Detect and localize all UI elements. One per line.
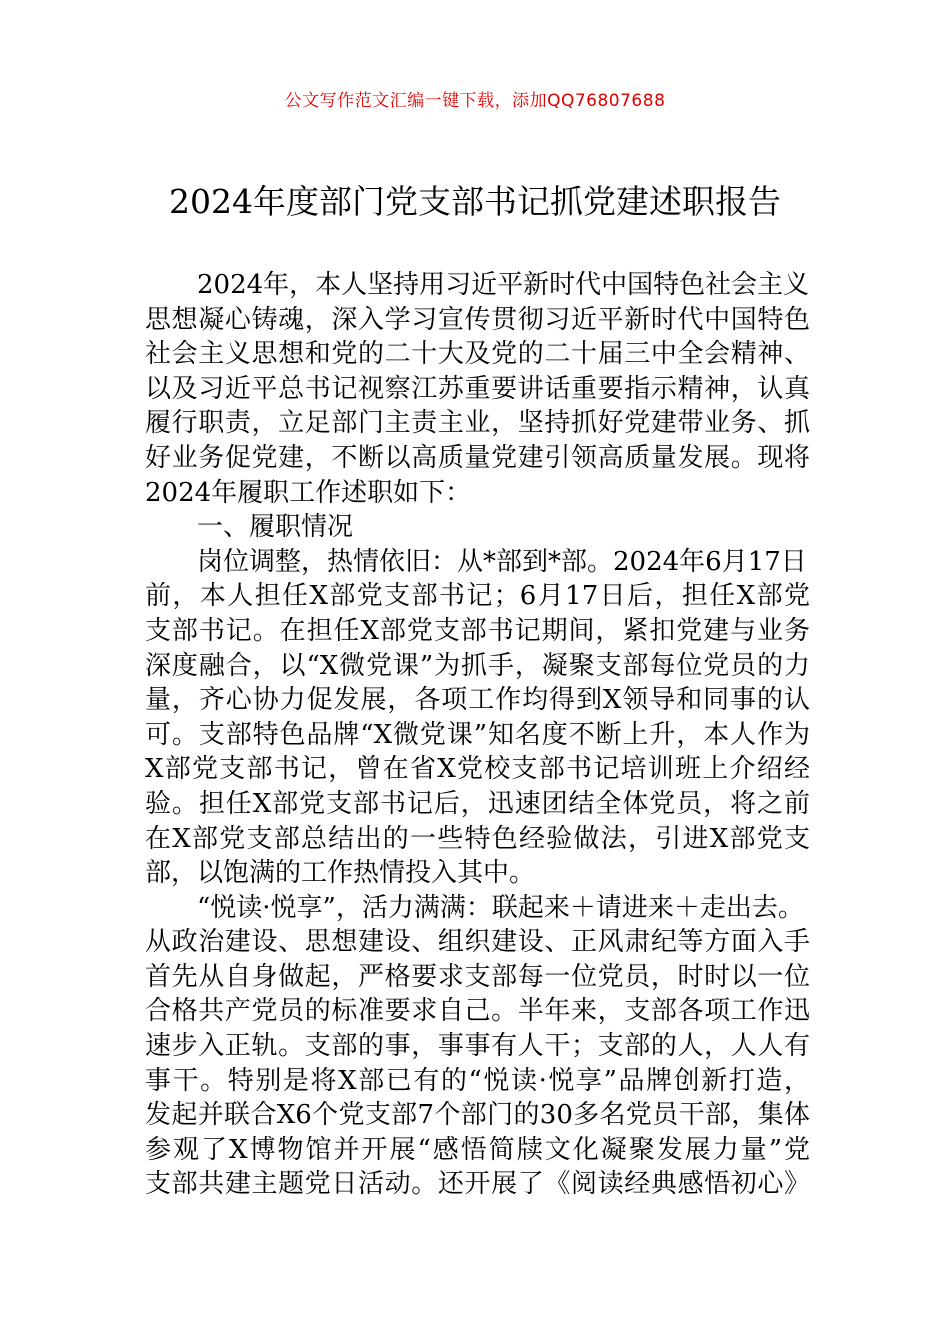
text-line: 社会主义思想和党的二十大及党的二十届三中全会精神、 xyxy=(145,339,810,370)
text-line: 从政治建设、思想建设、组织建设、正风肃纪等方面入手 xyxy=(145,927,810,958)
text-line: 事干。特别是将X部已有的“悦读·悦享”品牌创新打造， xyxy=(145,1065,810,1096)
text-line: 岗位调整，热情依旧：从*部到*部。2024年6月17日 xyxy=(197,546,807,577)
text-line: 好业务促党建，不断以高质量党建引领高质量发展。现将 xyxy=(145,442,810,473)
text-line: 参观了X博物馆并开展“感悟简牍文化凝聚发展力量”党 xyxy=(145,1134,810,1165)
text-line: 以及习近平总书记视察江苏重要讲话重要指示精神，认真 xyxy=(145,373,810,404)
text-line: “悦读·悦享”，活力满满：联起来＋请进来＋走出去。 xyxy=(197,892,804,923)
text-line: 2024年履职工作述职如下： xyxy=(145,477,472,508)
text-line: 发起并联合X6个党支部7个部门的30多名党员干部，集体 xyxy=(145,1100,810,1131)
text-line: 可。支部特色品牌“X微党课”知名度不断上升，本人作为 xyxy=(145,719,810,750)
promo-header: 公文写作范文汇编一键下载，添加QQ76807688 xyxy=(284,91,666,111)
text-line: X部党支部书记，曾在省X党校支部书记培训班上介绍经 xyxy=(145,754,810,785)
text-line: 履行职责，立足部门主责主业，坚持抓好党建带业务、抓 xyxy=(145,408,810,439)
text-line: 支部书记。在担任X部党支部书记期间，紧扣党建与业务 xyxy=(145,615,810,646)
text-line: 部，以饱满的工作热情投入其中。 xyxy=(145,858,536,889)
text-line: 2024年，本人坚持用习近平新时代中国特色社会主义 xyxy=(197,270,810,300)
text-line: 速步入正轨。支部的事，事事有人干；支部的人，人人有 xyxy=(145,1031,810,1062)
text-line: 前，本人担任X部党支部书记；6月17日后，担任X部党 xyxy=(145,581,810,612)
text-line: 深度融合，以“X微党课”为抓手，凝聚支部每位党员的力 xyxy=(145,650,810,681)
text-line: 首先从自身做起，严格要求支部每一位党员，时时以一位 xyxy=(145,961,810,992)
text-line: 合格共产党员的标准要求自己。半年来，支部各项工作迅 xyxy=(145,996,810,1027)
text-line: 量，齐心协力促发展，各项工作均得到X领导和同事的认 xyxy=(145,685,810,716)
section-heading: 一、履职情况 xyxy=(197,512,354,543)
document-title: 2024年度部门党支部书记抓党建述职报告 xyxy=(169,182,781,221)
text-line: 思想凝心铸魂，深入学习宣传贯彻习近平新时代中国特色 xyxy=(145,304,810,335)
text-line: 验。担任X部党支部书记后，迅速团结全体党员，将之前 xyxy=(145,788,810,819)
text-line: 支部共建主题党日活动。还开展了《阅读经典感悟初心》 xyxy=(145,1169,810,1200)
document-body xyxy=(145,268,810,1202)
text-line: 在X部党支部总结出的一些特色经验做法，引进X部党支 xyxy=(145,823,810,854)
